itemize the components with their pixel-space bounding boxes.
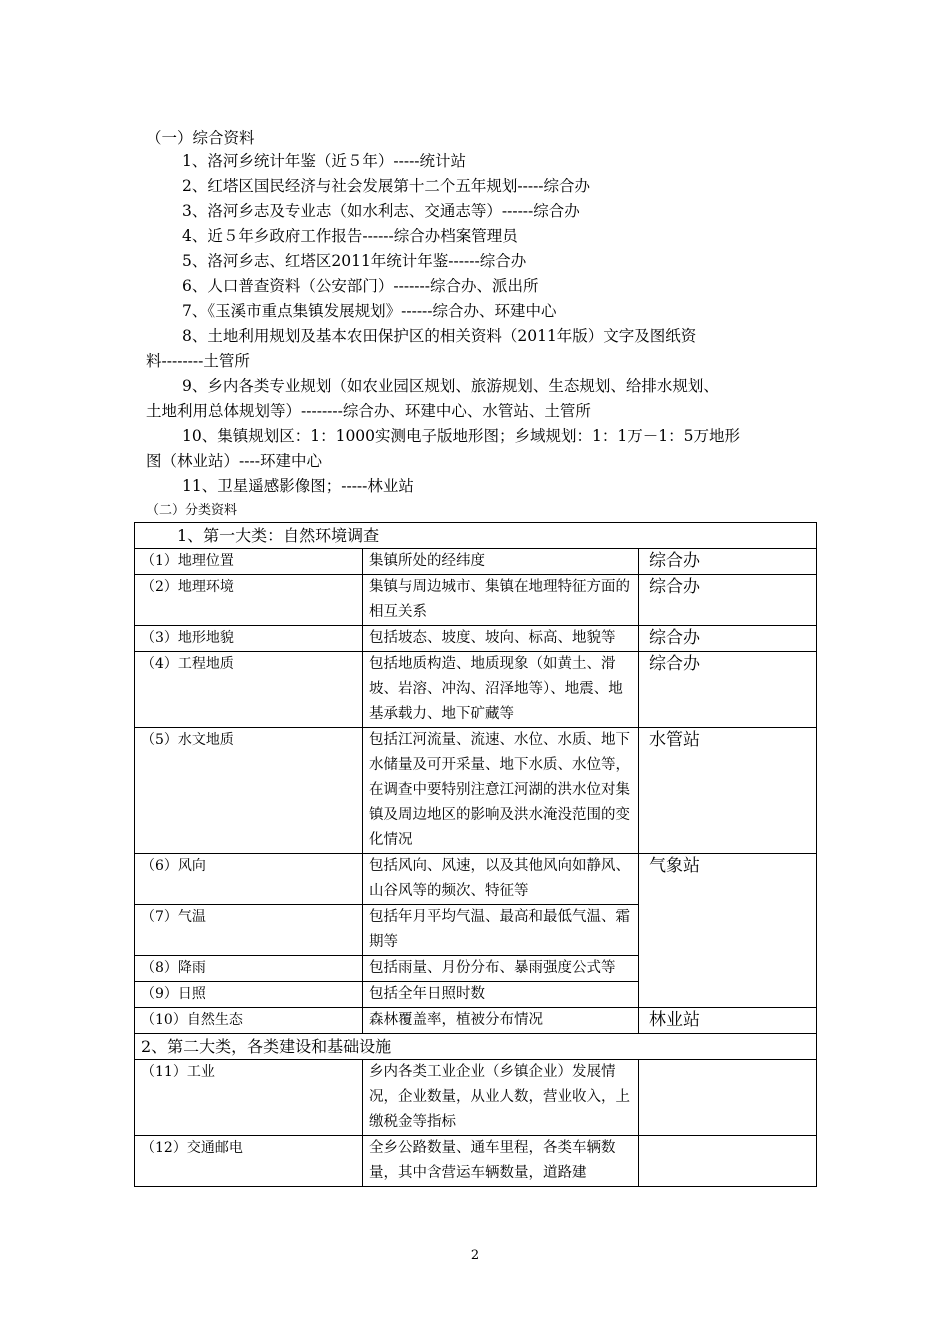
list-item-text: 10、集镇规划区：1：1000实测电子版地形图；乡域规划：1：1万－1：5万地形 bbox=[182, 427, 740, 445]
dept-cell: 气象站 bbox=[639, 854, 817, 1008]
list-item-text-cont: 土地利用总体规划等）--------综合办、环建中心、水管站、土管所 bbox=[146, 402, 591, 420]
list-item-text: 7、《玉溪市重点集镇发展规划》------综合办、环建中心 bbox=[182, 302, 557, 320]
item-cell: （1）地理位置 bbox=[135, 549, 363, 575]
list-item bbox=[146, 424, 816, 474]
list-item bbox=[146, 224, 816, 249]
item-cell: （10）自然生态 bbox=[135, 1008, 363, 1034]
list-item-text-cont: 图（林业站）----环建中心 bbox=[146, 452, 322, 470]
desc-cell: 包括江河流量、流速、水位、水质、地下水储量及可开采量、地下水质、水位等，在调查中要特别注意江河湖的洪水位对集镇及周边地区的影响及洪水淹没范围的变化情况 bbox=[363, 728, 639, 854]
list-item bbox=[146, 149, 816, 174]
section1-title: （一）综合资料 bbox=[146, 129, 255, 147]
desc-cell: 包括年月平均气温、最高和最低气温、霜期等 bbox=[363, 905, 639, 956]
dept-cell: 综合办 bbox=[639, 652, 817, 728]
item-cell: （2）地理环境 bbox=[135, 575, 363, 626]
category-title: 2、第二大类，各类建设和基础设施 bbox=[135, 1034, 817, 1060]
list-item bbox=[146, 474, 816, 499]
list-item bbox=[146, 174, 816, 199]
category-title: 1、第一大类：自然环境调查 bbox=[135, 523, 817, 549]
desc-cell: 集镇与周边城市、集镇在地理特征方面的相互关系 bbox=[363, 575, 639, 626]
desc-cell: 包括雨量、月份分布、暴雨强度公式等 bbox=[363, 956, 639, 982]
list-item-text-cont: 料--------土管所 bbox=[146, 352, 250, 370]
desc-cell: 全乡公路数量、通车里程，各类车辆数量，其中含营运车辆数量，道路建 bbox=[363, 1136, 639, 1187]
list-item bbox=[146, 274, 816, 299]
list-item bbox=[146, 299, 816, 324]
table-row bbox=[135, 854, 817, 905]
item-cell: （11）工业 bbox=[135, 1060, 363, 1136]
list-item-text: 8、土地利用规划及基本农田保护区的相关资料（2011年版）文字及图纸资 bbox=[182, 327, 697, 345]
table-row bbox=[135, 626, 817, 652]
list-item-text: 6、人口普查资料（公安部门）-------综合办、派出所 bbox=[182, 277, 539, 295]
list-item bbox=[146, 249, 816, 274]
dept-cell: 林业站 bbox=[639, 1008, 817, 1034]
item-cell: （9）日照 bbox=[135, 982, 363, 1008]
dept-cell: 综合办 bbox=[639, 626, 817, 652]
table-row bbox=[135, 575, 817, 626]
dept-cell bbox=[639, 1136, 817, 1187]
dept-cell: 水管站 bbox=[639, 728, 817, 854]
category-row bbox=[135, 523, 817, 549]
desc-cell: 包括地质构造、地质现象（如黄土、滑坡、岩溶、冲沟、沼泽地等）、地震、地基承载力、地下矿藏等 bbox=[363, 652, 639, 728]
dept-cell: 综合办 bbox=[639, 575, 817, 626]
list-item bbox=[146, 374, 816, 424]
table-row bbox=[135, 1008, 817, 1034]
table-row bbox=[135, 652, 817, 728]
list-item-text: 5、洛河乡志、红塔区2011年统计年鉴------综合办 bbox=[182, 252, 527, 270]
table-row bbox=[135, 728, 817, 854]
category-row bbox=[135, 1034, 817, 1060]
desc-cell: 集镇所处的经纬度 bbox=[363, 549, 639, 575]
item-cell: （5）水文地质 bbox=[135, 728, 363, 854]
desc-cell: 乡内各类工业企业（乡镇企业）发展情况，企业数量，从业人数，营业收入，上缴税金等指标 bbox=[363, 1060, 639, 1136]
item-cell: （3）地形地貌 bbox=[135, 626, 363, 652]
section2-title: （二）分类资料 bbox=[146, 503, 238, 518]
table-row bbox=[135, 1060, 817, 1136]
item-cell: （4）工程地质 bbox=[135, 652, 363, 728]
item-cell: （6）风向 bbox=[135, 854, 363, 905]
list-item-text: 1、洛河乡统计年鉴（近５年）-----统计站 bbox=[182, 152, 467, 170]
dept-cell bbox=[639, 1060, 817, 1136]
list-item-text: 3、洛河乡志及专业志（如水利志、交通志等）------综合办 bbox=[182, 202, 580, 220]
item-cell: （12）交通邮电 bbox=[135, 1136, 363, 1187]
desc-cell: 森林覆盖率，植被分布情况 bbox=[363, 1008, 639, 1034]
list-item-text: 11、卫星遥感影像图；-----林业站 bbox=[182, 477, 414, 495]
data-table bbox=[134, 522, 817, 1187]
item-cell: （8）降雨 bbox=[135, 956, 363, 982]
table-row bbox=[135, 1136, 817, 1187]
list-item-text: 2、红塔区国民经济与社会发展第十二个五年规划-----综合办 bbox=[182, 177, 591, 195]
table-row bbox=[135, 549, 817, 575]
page-number: 2 bbox=[470, 1248, 480, 1263]
list-item-text: 9、乡内各类专业规划（如农业园区规划、旅游规划、生态规划、给排水规划、 bbox=[182, 377, 719, 395]
dept-cell: 综合办 bbox=[639, 549, 817, 575]
desc-cell: 包括坡态、坡度、坡向、标高、地貌等 bbox=[363, 626, 639, 652]
list-item bbox=[146, 199, 816, 224]
desc-cell: 包括风向、风速，以及其他风向如静风、山谷风等的频次、特征等 bbox=[363, 854, 639, 905]
item-cell: （7）气温 bbox=[135, 905, 363, 956]
list-item-text: 4、近５年乡政府工作报告------综合办档案管理员 bbox=[182, 227, 518, 245]
desc-cell: 包括全年日照时数 bbox=[363, 982, 639, 1008]
list-item bbox=[146, 324, 816, 374]
